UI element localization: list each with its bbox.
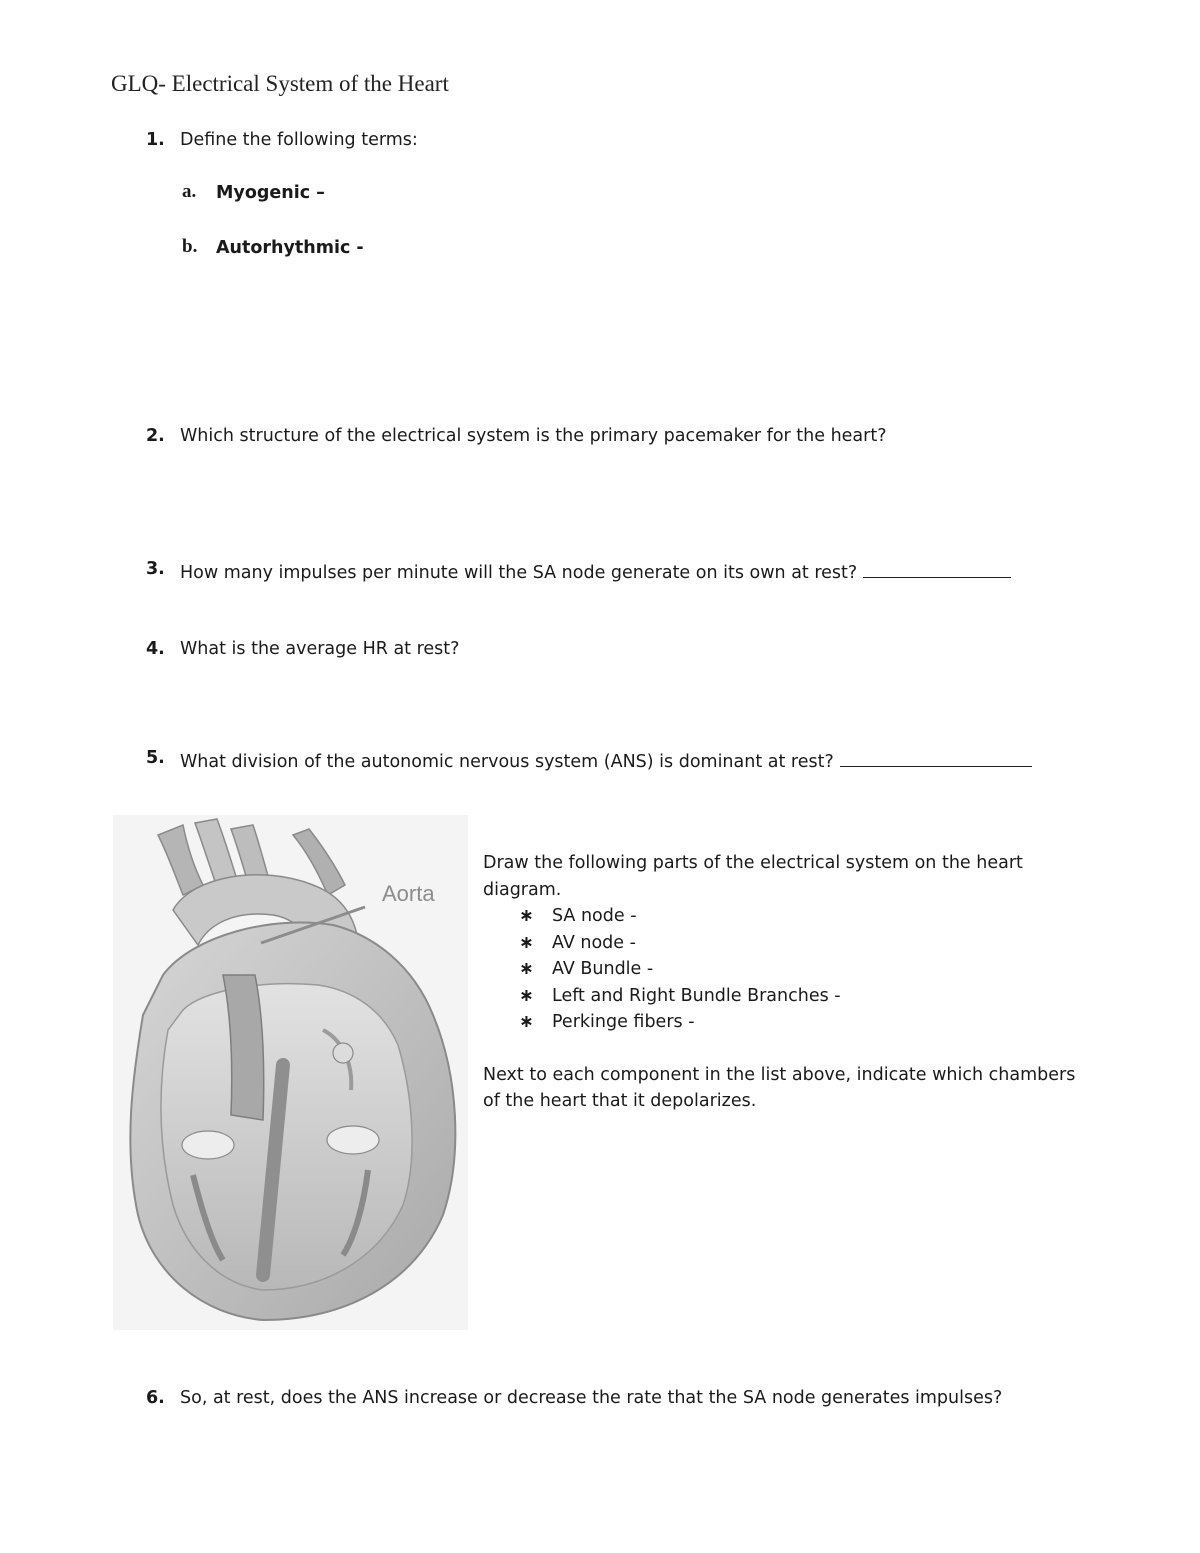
- question-number: 3.: [146, 559, 165, 579]
- list-item: ∗ SA node -: [483, 903, 1083, 930]
- question-number: 4.: [146, 639, 165, 659]
- instructions-panel: [483, 850, 1083, 1115]
- term-letter: a.: [182, 181, 197, 202]
- answer-blank[interactable]: [840, 748, 1032, 767]
- instructions-intro: Draw the following parts of the electrical system on the heart diagram.: [483, 853, 1023, 900]
- question-text: So, at rest, does the ANS increase or decrease the rate that the SA node generates impulses?: [180, 1388, 1003, 1408]
- list-item: ∗ AV Bundle -: [483, 956, 1083, 983]
- question-text: Which structure of the electrical system is the primary pacemaker for the heart?: [180, 426, 887, 446]
- asterisk-icon: ∗: [519, 1012, 534, 1032]
- question-text: How many impulses per minute will the SA node generate on its own at rest?: [180, 563, 858, 583]
- asterisk-icon: ∗: [519, 985, 534, 1006]
- term-text: Autorhythmic -: [216, 238, 364, 258]
- answer-blank[interactable]: [863, 559, 1011, 578]
- list-item: ∗ Perkinge fibers -: [483, 1009, 1083, 1036]
- question-text: What division of the autonomic nervous system (ANS) is dominant at rest?: [180, 752, 834, 772]
- term-letter: b.: [182, 236, 198, 257]
- question-number: 1.: [146, 130, 165, 150]
- component-list: [483, 903, 1083, 1036]
- term-text: Myogenic –: [216, 183, 325, 203]
- page-title: GLQ- Electrical System of the Heart: [111, 71, 449, 96]
- instructions-followup: Next to each component in the list above, indicate which chambers of the heart that it depolarizes.: [483, 1064, 1076, 1111]
- list-item: ∗ AV node -: [483, 930, 1083, 957]
- question-number: 5.: [146, 748, 165, 768]
- asterisk-icon: ∗: [519, 959, 534, 979]
- question-number: 6.: [146, 1388, 165, 1408]
- question-number: 2.: [146, 426, 165, 446]
- question-text: What is the average HR at rest?: [180, 639, 460, 659]
- question-text: Define the following terms:: [180, 130, 418, 150]
- asterisk-icon: ∗: [519, 932, 534, 953]
- list-item: ∗ Left and Right Bundle Branches -: [483, 983, 1083, 1010]
- asterisk-icon: ∗: [519, 906, 534, 926]
- aorta-label: Aorta: [382, 881, 435, 906]
